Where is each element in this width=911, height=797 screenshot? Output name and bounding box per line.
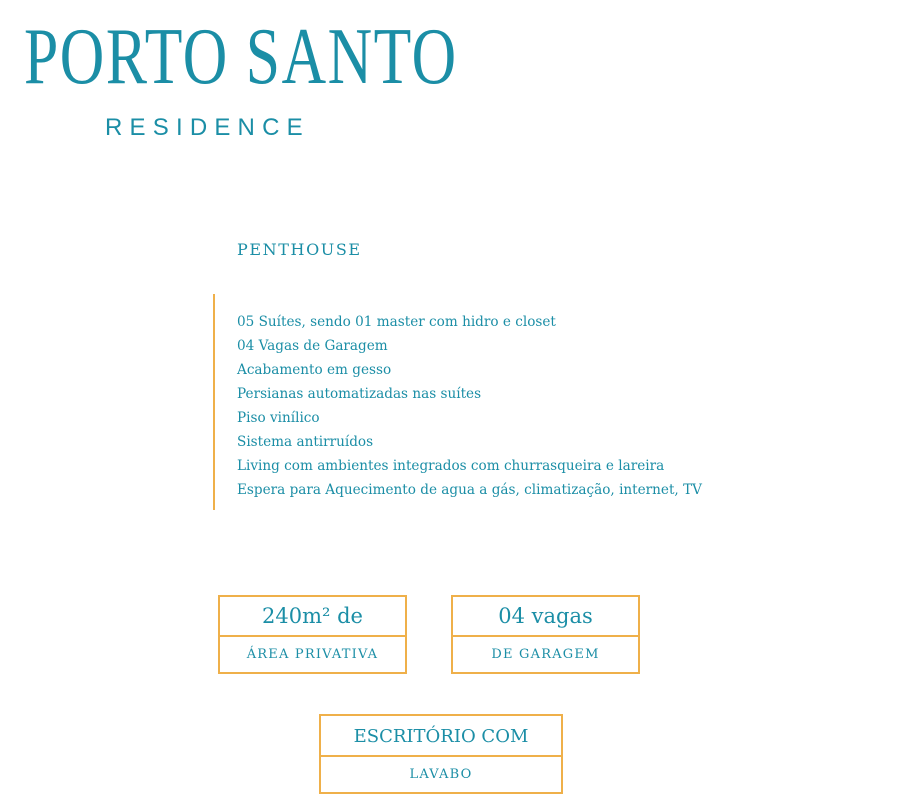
- section-title: PENTHOUSE: [237, 240, 362, 259]
- stat-parking-box: [451, 595, 640, 674]
- feature-item: Sistema antirruídos: [237, 434, 374, 450]
- stat-area-value: 240m² de: [220, 597, 405, 637]
- logo-title: PORTO SANTO: [24, 13, 458, 101]
- feature-item: Espera para Aquecimento de agua a gás, climatização, internet, TV: [237, 482, 702, 498]
- stat-office-label: LAVABO: [409, 767, 473, 782]
- logo-subtitle: RESIDENCE: [105, 114, 310, 141]
- feature-list-divider: [213, 294, 215, 510]
- feature-list: [237, 310, 702, 502]
- stat-office-box: [319, 714, 563, 794]
- feature-item: 05 Suítes, sendo 01 master com hidro e closet: [237, 314, 556, 330]
- stat-office-value: ESCRITÓRIO COM: [321, 716, 561, 757]
- feature-item: Persianas automatizadas nas suítes: [237, 386, 482, 402]
- stat-area-label: ÁREA PRIVATIVA: [246, 647, 379, 662]
- feature-item: 04 Vagas de Garagem: [237, 338, 388, 354]
- stat-area-box: [218, 595, 407, 674]
- stat-parking-label: DE GARAGEM: [491, 647, 600, 662]
- feature-item: Piso vinílico: [237, 410, 320, 426]
- stat-parking-value: 04 vagas: [453, 597, 638, 637]
- feature-item: Living com ambientes integrados com churrasqueira e lareira: [237, 458, 665, 474]
- feature-item: Acabamento em gesso: [237, 362, 392, 378]
